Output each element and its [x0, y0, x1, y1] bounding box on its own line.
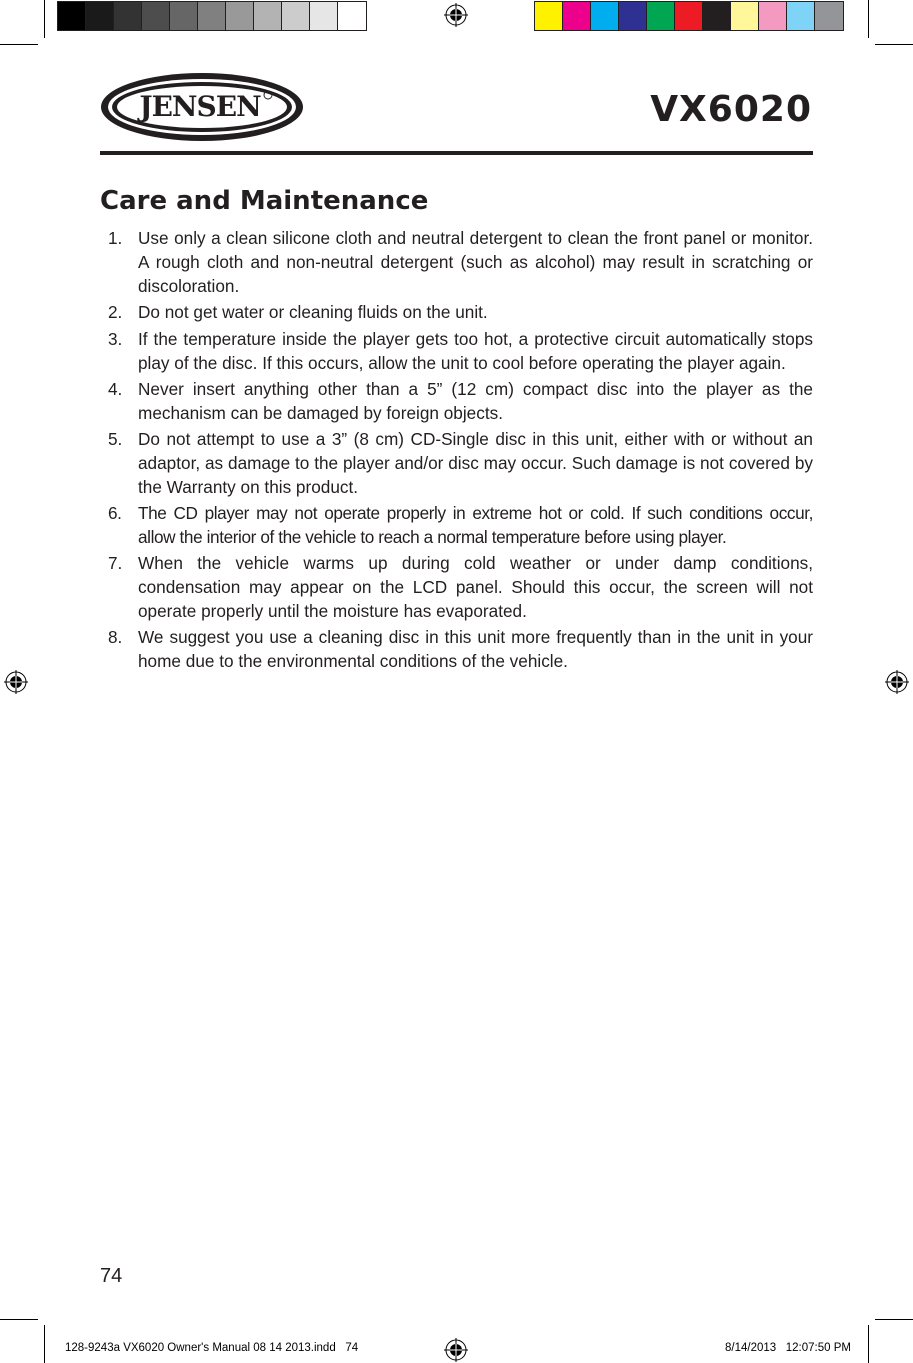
list-item: 7. When the vehicle warms up during cold weather or under damp conditions, condensation may appear on the LCD panel. Should this occur, the screen will not operate properly until the moisture has evaporated. [108, 553, 813, 621]
list-item-text: Use only a clean silicone cloth and neutral detergent to clean the front panel or monitor. A rough cloth and non-neutral detergent (such as alcohol) may result in scratching or discoloration. [138, 228, 813, 296]
crop-mark [875, 1319, 913, 1320]
color-swatch [170, 2, 198, 30]
model-number: VX6020 [650, 89, 812, 130]
process-color-bar [534, 1, 844, 31]
maintenance-list [100, 226, 813, 673]
list-item: 3. If the temperature inside the player gets too hot, a protective circuit automatically stops play of the disc. If this occurs, allow the unit to cool before operating the player again. [108, 329, 813, 373]
color-swatch [815, 2, 843, 30]
brand-text: JENSEN [139, 90, 261, 123]
list-item-text: Do not attempt to use a 3” (8 cm) CD-Single disc in this unit, either with or without an adaptor, as damage to the player and/or disc may occur. Such damage is not covered by the Warranty on this product. [138, 429, 813, 497]
list-item: 1. Use only a clean silicone cloth and neutral detergent to clean the front panel or monitor. A rough cloth and non-neutral detergent (such as alcohol) may result in scratching or discoloration. [108, 228, 813, 296]
color-swatch [282, 2, 310, 30]
list-item: 4. Never insert anything other than a 5” (12 cm) compact disc into the player as the mechanism can be damaged by foreign objects. [108, 379, 813, 423]
color-swatch [563, 2, 591, 30]
color-swatch [535, 2, 563, 30]
crop-mark [868, 0, 869, 38]
list-item: 2. Do not get water or cleaning fluids on the unit. [108, 302, 488, 322]
registration-mark-icon [4, 670, 28, 694]
list-item-text: The CD player may not operate properly in extreme hot or cold. If such conditions occur, allow the interior of the vehicle to reach a normal temperature before using player. [138, 503, 813, 547]
color-swatch [338, 2, 366, 30]
list-item-text: Never insert anything other than a 5” (12 cm) compact disc into the player as the mechanism can be damaged by foreign objects. [138, 379, 813, 423]
crop-mark [44, 1325, 45, 1363]
color-swatch [787, 2, 815, 30]
list-item-text: Do not get water or cleaning fluids on the unit. [138, 302, 488, 322]
list-item: 8. We suggest you use a cleaning disc in this unit more frequently than in the unit in your home due to the environmental conditions of the vehicle. [108, 627, 813, 671]
color-swatch [703, 2, 731, 30]
registration-mark-icon [444, 1338, 468, 1362]
color-swatch [591, 2, 619, 30]
color-swatch [619, 2, 647, 30]
section-title: Care and Maintenance [100, 186, 429, 216]
list-item-text: When the vehicle warms up during cold weather or under damp conditions, condensation may appear on the LCD panel. Should this occur, the screen will not operate properly until the moisture has evaporated. [138, 553, 813, 621]
slug-date: 8/14/2013 12:07:50 PM [725, 1342, 851, 1354]
color-swatch [254, 2, 282, 30]
crop-mark [0, 44, 38, 45]
slug-file: 128-9243a VX6020 Owner's Manual 08 14 2013.indd 74 [65, 1342, 359, 1354]
color-swatch [647, 2, 675, 30]
gray-color-bar [57, 1, 367, 31]
color-swatch [114, 2, 142, 30]
color-swatch [58, 2, 86, 30]
color-swatch [226, 2, 254, 30]
list-item: 6. The CD player may not operate properly in extreme hot or cold. If such conditions occur, allow the interior of the vehicle to reach a normal temperature before using player. [108, 503, 813, 547]
color-swatch [198, 2, 226, 30]
header-rule [100, 151, 813, 155]
jensen-logo [100, 72, 304, 142]
registration-mark-icon [444, 3, 468, 27]
color-swatch [86, 2, 114, 30]
list-item-text: If the temperature inside the player gets too hot, a protective circuit automatically stops play of the disc. If this occurs, allow the unit to cool before operating the player again. [138, 329, 813, 373]
color-swatch [142, 2, 170, 30]
crop-mark [0, 1319, 38, 1320]
registration-mark-icon [885, 670, 909, 694]
crop-mark [868, 1325, 869, 1363]
color-swatch [310, 2, 338, 30]
list-item-text: We suggest you use a cleaning disc in this unit more frequently than in the unit in your home due to the environmental conditions of the vehicle. [138, 627, 813, 671]
page-number: 74 [100, 1265, 123, 1287]
crop-mark [875, 44, 913, 45]
color-swatch [731, 2, 759, 30]
list-item: 5. Do not attempt to use a 3” (8 cm) CD-Single disc in this unit, either with or without an adaptor, as damage to the player and/or disc may occur. Such damage is not covered by the Warranty on this product. [108, 429, 813, 497]
color-swatch [759, 2, 787, 30]
color-swatch [675, 2, 703, 30]
crop-mark [44, 0, 45, 38]
